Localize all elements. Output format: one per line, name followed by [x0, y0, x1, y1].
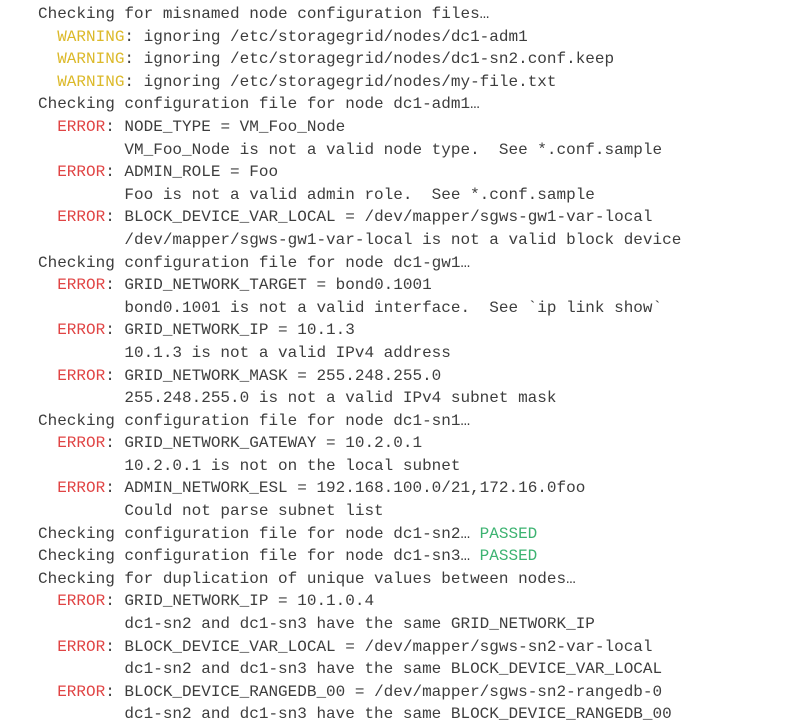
- line-text: Checking configuration file for node dc1-gw1…: [38, 253, 471, 272]
- terminal-line: [38, 3, 786, 26]
- terminal-line: [38, 365, 786, 388]
- terminal-line: [38, 161, 786, 184]
- line-text: Foo is not a valid admin role. See *.conf.sample: [38, 185, 595, 204]
- line-text: dc1-sn2 and dc1-sn3 have the same GRID_NETWORK_IP: [38, 615, 595, 634]
- line-text: [38, 276, 57, 294]
- line-text: 255.248.255.0 is not a valid IPv4 subnet mask: [38, 389, 557, 408]
- warning-label: WARNING: [57, 50, 125, 69]
- terminal-line: [38, 545, 786, 568]
- line-text: VM_Foo_Node is not a valid node type. See *.conf.sample: [38, 140, 663, 159]
- line-text: [38, 163, 57, 181]
- error-label: ERROR: [57, 276, 106, 295]
- line-text: [38, 592, 57, 610]
- terminal-line: [38, 500, 786, 523]
- line-text: : GRID_NETWORK_GATEWAY = 10.2.0.1: [105, 434, 423, 453]
- line-text: [38, 208, 57, 226]
- error-label: ERROR: [57, 208, 106, 227]
- terminal-line: [38, 319, 786, 342]
- terminal-line: [38, 252, 786, 275]
- line-text: : BLOCK_DEVICE_RANGEDB_00 = /dev/mapper/sgws-sn2-rangedb-0: [105, 682, 663, 701]
- terminal-line: [38, 410, 786, 433]
- line-text: : ADMIN_ROLE = Foo: [105, 163, 279, 182]
- passed-badge: PASSED: [479, 547, 538, 566]
- terminal-line: [38, 636, 786, 659]
- line-text: : GRID_NETWORK_IP = 10.1.3: [105, 321, 355, 340]
- line-text: /dev/mapper/sgws-gw1-var-local is not a valid block device: [38, 230, 682, 249]
- line-text: [38, 479, 57, 497]
- terminal-line: [38, 139, 786, 162]
- line-text: [38, 50, 57, 68]
- line-text: 10.2.0.1 is not on the local subnet: [38, 456, 461, 475]
- terminal-line: [38, 184, 786, 207]
- terminal-line: [38, 568, 786, 591]
- line-text: : NODE_TYPE = VM_Foo_Node: [105, 117, 346, 136]
- error-label: ERROR: [57, 479, 106, 498]
- error-label: ERROR: [57, 637, 106, 656]
- terminal-line: [38, 274, 786, 297]
- warning-label: WARNING: [57, 72, 125, 91]
- terminal-line: [38, 342, 786, 365]
- terminal-line: [38, 26, 786, 49]
- line-text: dc1-sn2 and dc1-sn3 have the same BLOCK_DEVICE_RANGEDB_00: [38, 705, 672, 724]
- terminal-line: [38, 455, 786, 478]
- error-label: ERROR: [57, 682, 106, 701]
- error-label: ERROR: [57, 592, 106, 611]
- terminal-line: [38, 613, 786, 636]
- line-text: [38, 28, 57, 46]
- terminal-line: [38, 477, 786, 500]
- line-text: [38, 118, 57, 136]
- line-text: : ignoring /etc/storagegrid/nodes/dc1-sn2.conf.keep: [124, 50, 615, 69]
- line-text: : GRID_NETWORK_IP = 10.1.0.4: [105, 592, 375, 611]
- line-text: : ignoring /etc/storagegrid/nodes/dc1-adm1: [124, 27, 528, 46]
- line-text: : BLOCK_DEVICE_VAR_LOCAL = /dev/mapper/sgws-sn2-var-local: [105, 637, 653, 656]
- line-text: Checking configuration file for node dc1-adm1…: [38, 95, 480, 114]
- error-label: ERROR: [57, 321, 106, 340]
- line-text: : GRID_NETWORK_MASK = 255.248.255.0: [105, 366, 442, 385]
- error-label: ERROR: [57, 117, 106, 136]
- line-text: dc1-sn2 and dc1-sn3 have the same BLOCK_DEVICE_VAR_LOCAL: [38, 660, 663, 679]
- terminal-line: [38, 71, 786, 94]
- line-text: [38, 434, 57, 452]
- line-text: [38, 321, 57, 339]
- line-text: [38, 367, 57, 385]
- line-text: [38, 73, 57, 91]
- line-text: Checking for misnamed node configuration files…: [38, 5, 490, 23]
- line-text: Checking configuration file for node dc1-sn2…: [38, 524, 480, 543]
- line-text: Checking configuration file for node dc1-sn3…: [38, 547, 480, 566]
- error-label: ERROR: [57, 434, 106, 453]
- terminal-line: [38, 48, 786, 71]
- terminal-line: [38, 116, 786, 139]
- terminal-lines-container: [38, 3, 786, 725]
- terminal-line: [38, 703, 786, 725]
- terminal-line: [38, 387, 786, 410]
- terminal-line: [38, 523, 786, 546]
- terminal-line: [38, 658, 786, 681]
- warning-label: WARNING: [57, 27, 125, 46]
- line-text: : ADMIN_NETWORK_ESL = 192.168.100.0/21,172.16.0foo: [105, 479, 586, 498]
- line-text: Checking for duplication of unique values between nodes…: [38, 569, 576, 588]
- terminal-line: [38, 432, 786, 455]
- terminal-line: [38, 229, 786, 252]
- error-label: ERROR: [57, 163, 106, 182]
- terminal-line: [38, 681, 786, 704]
- line-text: [38, 683, 57, 701]
- passed-badge: PASSED: [479, 524, 538, 543]
- line-text: Checking configuration file for node dc1-sn1…: [38, 411, 471, 430]
- terminal-line: [38, 206, 786, 229]
- line-text: 10.1.3 is not a valid IPv4 address: [38, 343, 451, 362]
- line-text: : GRID_NETWORK_TARGET = bond0.1001: [105, 276, 432, 295]
- line-text: : BLOCK_DEVICE_VAR_LOCAL = /dev/mapper/sgws-gw1-var-local: [105, 208, 653, 227]
- line-text: [38, 638, 57, 656]
- terminal-line: [38, 297, 786, 320]
- terminal-line: [38, 93, 786, 116]
- terminal-line: [38, 590, 786, 613]
- line-text: Could not parse subnet list: [38, 502, 384, 521]
- line-text: bond0.1001 is not a valid interface. See `ip link show`: [38, 298, 663, 317]
- error-label: ERROR: [57, 366, 106, 385]
- line-text: : ignoring /etc/storagegrid/nodes/my-file.txt: [124, 72, 557, 91]
